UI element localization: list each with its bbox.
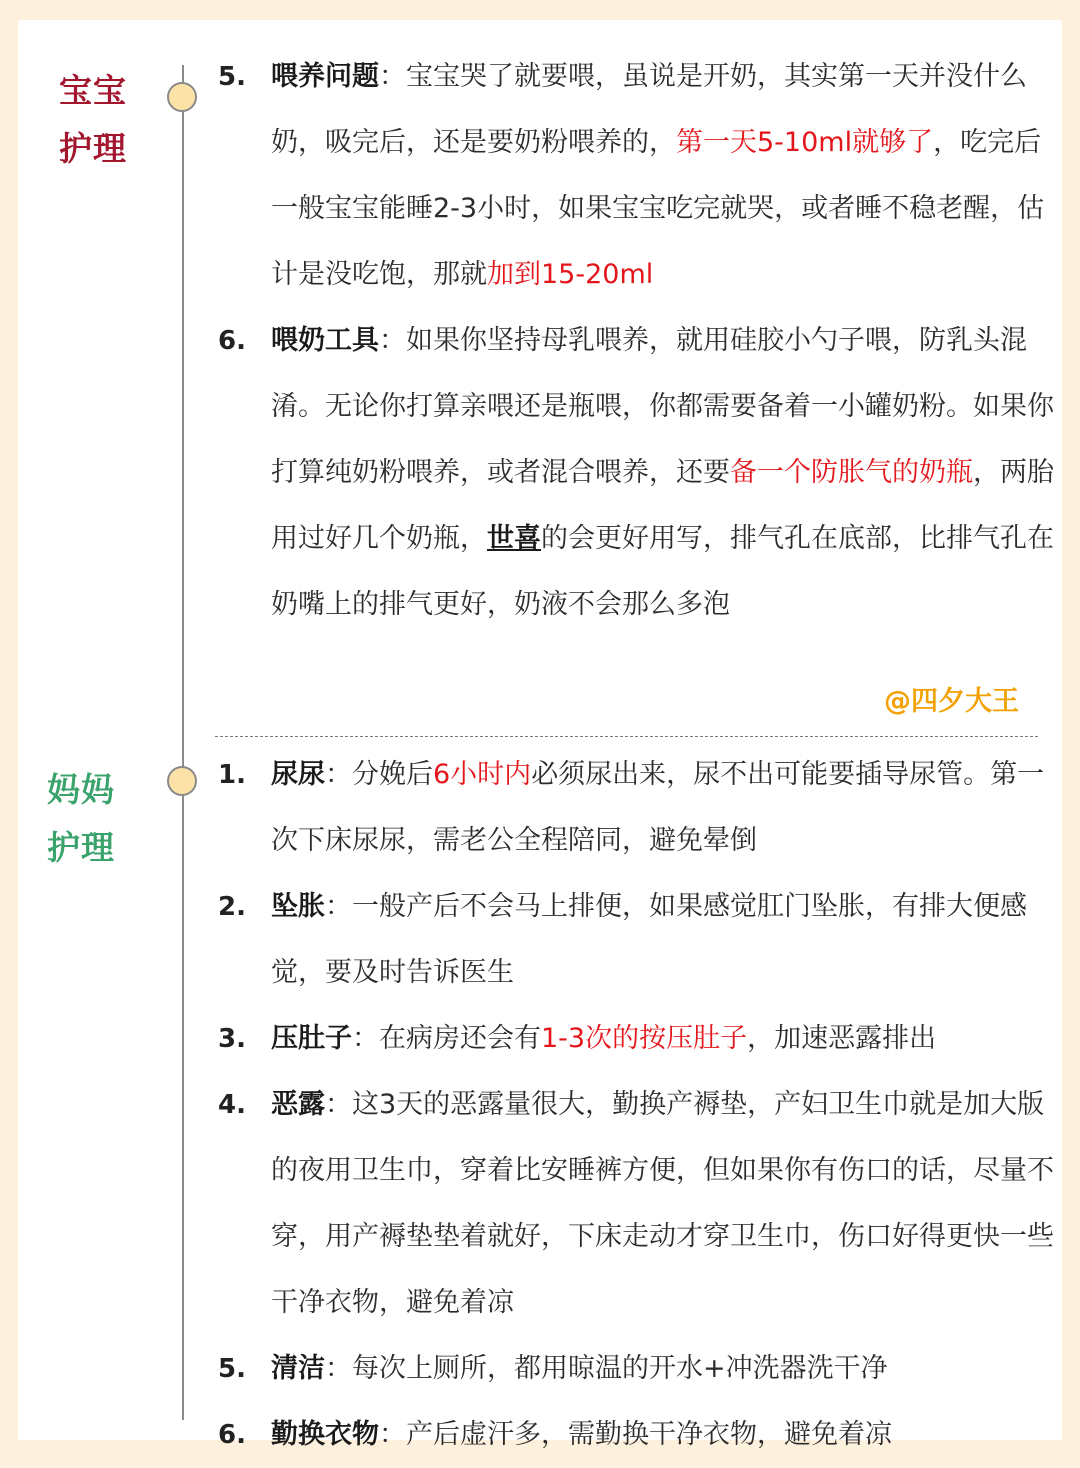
baby-label-line1: 宝宝	[59, 71, 127, 110]
list-item	[218, 1072, 1058, 1336]
item-highlight: 1-3次的按压肚子	[541, 1023, 748, 1054]
item-body	[271, 1006, 1058, 1072]
item-text: ，两胎用过好几个奶瓶，	[271, 457, 1054, 554]
mom-label-line2: 护理	[47, 828, 115, 867]
item-separator: ：	[379, 325, 406, 356]
item-body	[271, 44, 1058, 308]
page	[18, 20, 1062, 1450]
item-number: 5.	[218, 62, 246, 92]
mom-label-line1: 妈妈	[47, 770, 115, 809]
item-number: 6.	[218, 1420, 246, 1450]
item-term: 喂奶工具	[271, 325, 379, 356]
mom-timeline-node	[167, 766, 197, 796]
item-highlight: 第一天5-10ml就够了	[676, 127, 934, 158]
brand-name: 世喜	[487, 523, 541, 554]
item-text: 宝宝哭了就要喂，虽说是开奶，其实第一天并没什么奶，吸完后，还是要奶粉喂养的，	[271, 61, 1027, 158]
author-watermark: @四夕大王	[884, 686, 1019, 717]
item-body	[271, 308, 1058, 638]
list-item	[218, 742, 1058, 874]
item-body	[271, 1402, 1058, 1468]
baby-label-line2: 护理	[59, 129, 127, 168]
item-text: 产后虚汗多，需勤换干净衣物，避免着凉	[406, 1419, 892, 1450]
item-separator: ：	[379, 1419, 406, 1450]
item-number: 1.	[218, 760, 246, 790]
list-item	[218, 874, 1058, 1006]
item-term: 清洁	[271, 1353, 325, 1384]
item-separator: ：	[352, 1023, 379, 1054]
item-number: 6.	[218, 326, 246, 356]
item-text: ，吃完后一般宝宝能睡2-3小时，如果宝宝吃完就哭，或者睡不稳老醒，估计是没吃饱，那就	[271, 127, 1045, 290]
item-text: 分娩后	[352, 759, 433, 790]
item-separator: ：	[325, 1089, 352, 1120]
item-text: 每次上厕所，都用晾温的开水+冲洗器洗干净	[352, 1353, 888, 1384]
item-body	[271, 1072, 1058, 1336]
list-item	[218, 1336, 1058, 1402]
item-highlight: 备一个防胀气的奶瓶	[730, 457, 973, 488]
item-term: 尿尿	[271, 759, 325, 790]
item-separator: ：	[325, 759, 352, 790]
item-text: 在病房还会有	[379, 1023, 541, 1054]
item-separator: ：	[379, 61, 406, 92]
item-text: ，加速恶露排出	[747, 1023, 937, 1054]
timeline-line	[182, 65, 184, 1420]
item-text: 如果你坚持母乳喂养，就用硅胶小勺子喂，防乳头混淆。无论你打算亲喂还是瓶喂，你都需要备着一小罐奶粉。如果你打算纯奶粉喂养，或者混合喂养，还要	[271, 325, 1054, 488]
list-item	[218, 1402, 1058, 1468]
item-term: 压肚子	[271, 1023, 352, 1054]
list-item	[218, 1006, 1058, 1072]
item-text: 的会更好用写，排气孔在底部，比排气孔在奶嘴上的排气更好，奶液不会那么多泡	[271, 523, 1054, 620]
item-term: 喂养问题	[271, 61, 379, 92]
item-separator: ：	[325, 1353, 352, 1384]
item-separator: ：	[325, 891, 352, 922]
list-item	[218, 44, 1058, 308]
mom-section-label	[36, 761, 126, 877]
item-term: 恶露	[271, 1089, 325, 1120]
item-term: 坠胀	[271, 891, 325, 922]
section-divider	[215, 736, 1038, 737]
item-body	[271, 1336, 1058, 1402]
item-text: 必须尿出来，尿不出可能要插导尿管。第一次下床尿尿，需老公全程陪同，避免晕倒	[271, 759, 1045, 856]
item-number: 5.	[218, 1354, 246, 1384]
item-text: 一般产后不会马上排便，如果感觉肛门坠胀，有排大便感觉，要及时告诉医生	[271, 891, 1027, 988]
baby-timeline-node	[167, 82, 197, 112]
baby-care-list	[218, 44, 1058, 638]
item-text: 这3天的恶露量很大，勤换产褥垫，产妇卫生巾就是加大版的夜用卫生巾，穿着比安睡裤方便，但如果你有伤口的话，尽量不穿，用产褥垫垫着就好，下床走动才穿卫生巾，伤口好得更快一些干净衣物，避免着凉	[271, 1089, 1054, 1318]
mom-care-list	[218, 742, 1058, 1468]
baby-section-label	[48, 62, 138, 178]
item-body	[271, 742, 1058, 874]
item-number: 3.	[218, 1024, 246, 1054]
item-number: 2.	[218, 892, 246, 922]
list-item	[218, 308, 1058, 638]
item-body	[271, 874, 1058, 1006]
item-highlight: 6小时内	[433, 759, 532, 790]
item-highlight: 加到15-20ml	[487, 259, 654, 290]
item-term: 勤换衣物	[271, 1419, 379, 1450]
item-number: 4.	[218, 1090, 246, 1120]
